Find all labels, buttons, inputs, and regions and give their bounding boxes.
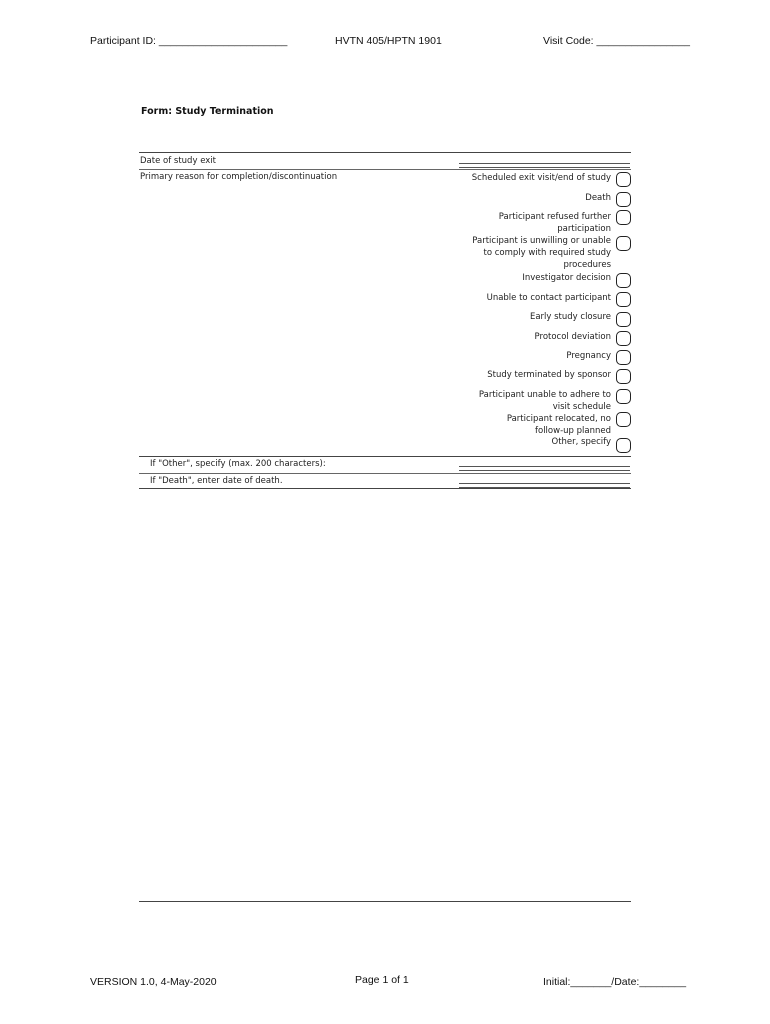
reason-radio-button[interactable] <box>616 292 631 307</box>
reason-option-label-line: follow-up planned <box>535 426 611 436</box>
reason-option-label-line: Investigator decision <box>522 273 611 283</box>
reason-radio-button[interactable] <box>616 389 631 404</box>
other-specify-label: If "Other", specify (max. 200 characters): <box>150 459 326 469</box>
death-date-label: If "Death", enter date of death. <box>150 476 283 486</box>
reason-option-label <box>499 211 611 235</box>
reason-option-label-line: Participant relocated, no <box>506 414 611 424</box>
reason-radio-button[interactable] <box>616 172 631 187</box>
reason-radio-button[interactable] <box>616 369 631 384</box>
initial-date-field: Initial:_______/Date:________ <box>543 976 687 988</box>
page-number: Page 1 of 1 <box>355 974 409 986</box>
reason-option-label <box>552 436 612 448</box>
row-divider <box>139 169 631 170</box>
study-identifier: HVTN 405/HPTN 1901 <box>335 35 442 47</box>
reason-option-label <box>566 350 611 362</box>
date-of-exit-input[interactable] <box>459 163 630 168</box>
row-divider <box>139 456 631 457</box>
reason-radio-button[interactable] <box>616 350 631 365</box>
date-of-exit-label: Date of study exit <box>140 156 216 166</box>
reason-option-label-line: Early study closure <box>529 312 611 322</box>
reason-option-label <box>487 292 611 304</box>
reason-option-label <box>530 311 611 323</box>
other-specify-input[interactable] <box>459 466 630 471</box>
reason-option-label-line: Death <box>585 193 611 203</box>
reason-option-label-line: Participant refused further <box>498 212 611 222</box>
reason-option-label-line: Participant unable to adhere to <box>478 390 611 400</box>
reason-radio-button[interactable] <box>616 438 631 453</box>
reason-option-label-line: Other, specify <box>551 437 611 447</box>
page-bottom-rule <box>139 901 631 902</box>
reason-radio-button[interactable] <box>616 236 631 251</box>
form-title: Form: Study Termination <box>141 106 274 117</box>
reason-option-label <box>535 331 611 343</box>
reason-option-label-line: Scheduled exit visit/end of study <box>471 173 611 183</box>
reason-option-label-line: Participant is unwilling or unable <box>472 236 611 246</box>
reason-option-label-line: Pregnancy <box>566 351 611 361</box>
reason-option-label <box>479 389 611 413</box>
reason-option-label-line: procedures <box>563 260 611 270</box>
reason-radio-button[interactable] <box>616 273 631 288</box>
primary-reason-label: Primary reason for completion/discontinuation <box>140 172 338 182</box>
participant-id-field: Participant ID: ______________________ <box>90 35 288 47</box>
table-bottom-rule <box>139 488 631 489</box>
reason-option-label <box>585 192 611 204</box>
reason-option-label <box>507 413 611 437</box>
row-divider <box>139 473 631 474</box>
table-top-rule <box>139 152 631 153</box>
reason-radio-button[interactable] <box>616 192 631 207</box>
reason-option-label-line: to comply with required study <box>483 248 611 258</box>
reason-option-label-line: visit schedule <box>552 402 611 412</box>
reason-radio-button[interactable] <box>616 210 631 225</box>
reason-option-label-line: participation <box>557 224 611 234</box>
reason-option-label-line: Protocol deviation <box>534 332 611 342</box>
reason-radio-button[interactable] <box>616 312 631 327</box>
reason-option-label <box>472 172 611 184</box>
version-text: VERSION 1.0, 4-May-2020 <box>90 976 217 988</box>
reason-option-label <box>522 272 611 284</box>
reason-option-label <box>472 235 611 271</box>
reason-option-label-line: Study terminated by sponsor <box>487 370 611 380</box>
reason-radio-button[interactable] <box>616 331 631 346</box>
reason-radio-button[interactable] <box>616 412 631 427</box>
reason-option-label <box>487 369 611 381</box>
visit-code-field: Visit Code: ________________ <box>543 35 690 47</box>
reason-option-label-line: Unable to contact participant <box>486 293 611 303</box>
